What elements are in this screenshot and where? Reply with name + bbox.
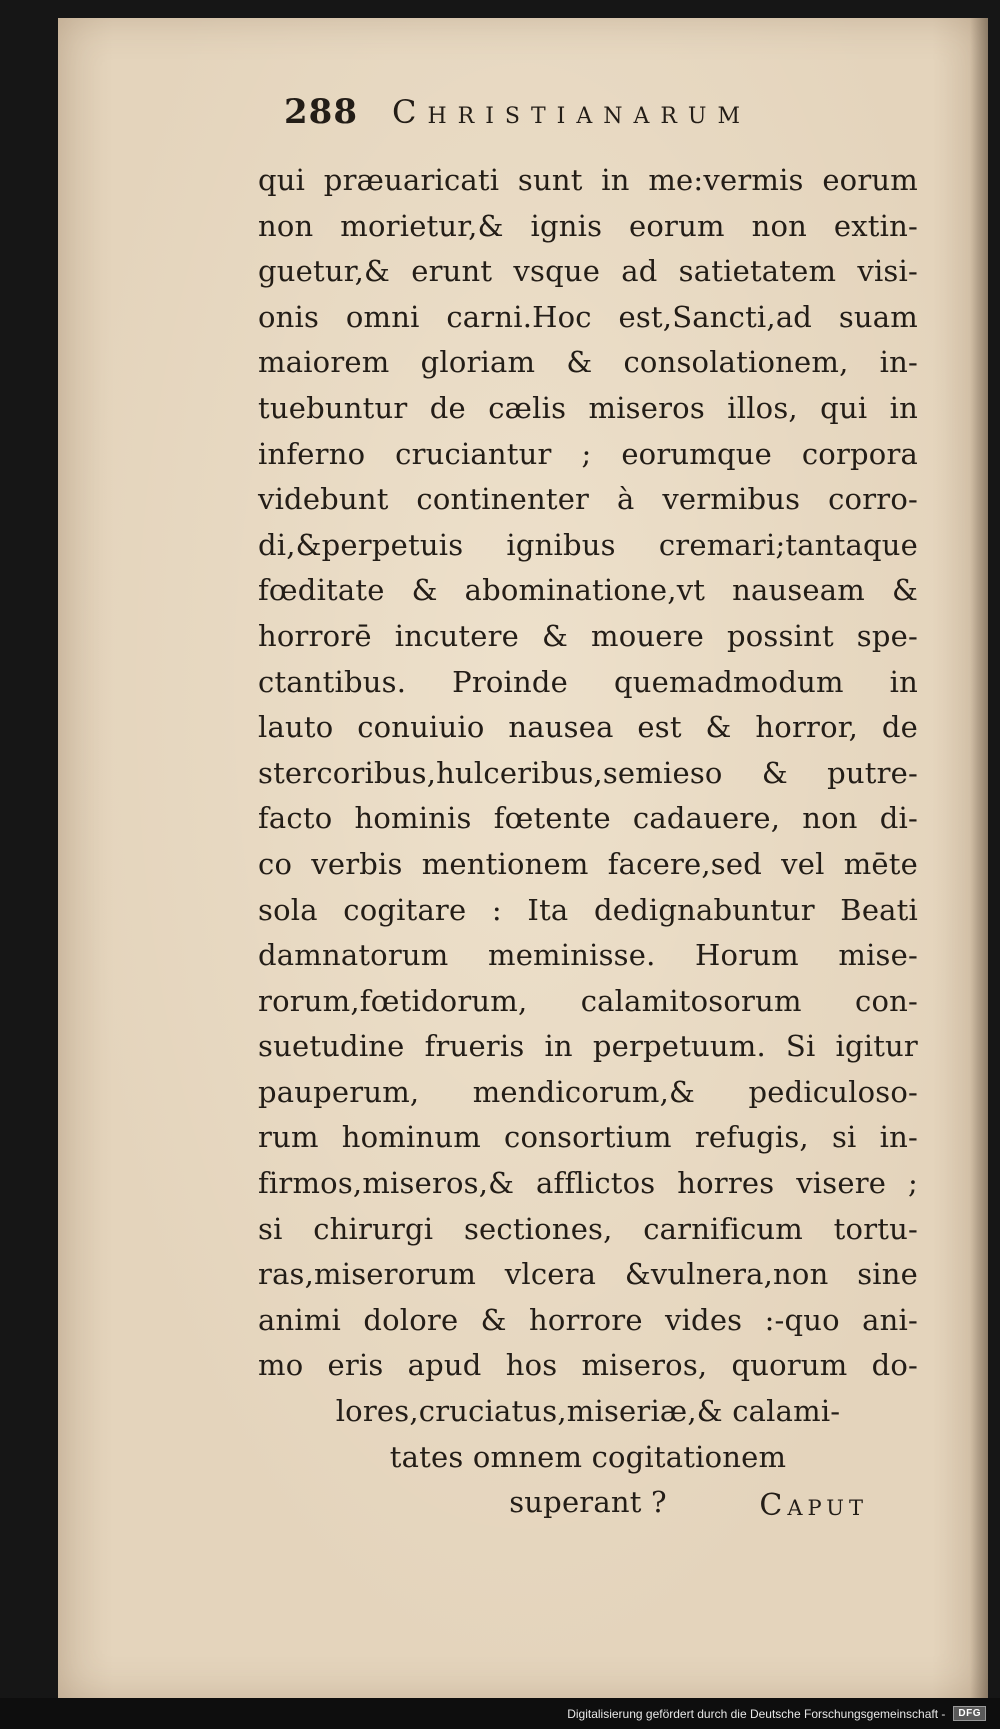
text-line: fœditate & abominatione,vt nauseam & <box>258 573 918 608</box>
text-line: suetudine frueris in perpetuum. Si igitur <box>258 1029 918 1064</box>
page-header <box>284 92 980 158</box>
text-line-centered: superant ? <box>509 1485 667 1520</box>
text-line: firmos,miseros,& afflictos horres visere ; <box>258 1166 918 1201</box>
running-head: Christianarum <box>391 93 752 131</box>
text-line: lauto conuiuio nausea est & horror, de <box>258 710 918 745</box>
funding-credit: Digitalisierung gefördert durch die Deutsche Forschungsgemeinschaft - <box>567 1706 946 1721</box>
text-line: animi dolore & horrore vides :-quo ani- <box>258 1302 918 1337</box>
text-line-centered: lores,cruciatus,miseriæ,& calami- <box>335 1394 841 1429</box>
catchword: Caput <box>759 1488 868 1523</box>
text-line: guetur,& erunt vsque ad satietatem visi- <box>258 254 918 289</box>
text-line: si chirurgi sectiones, carnificum tortu- <box>258 1211 918 1246</box>
text-line: rorum,fœtidorum, calamitosorum con- <box>258 983 918 1018</box>
text-line-centered: tates omnem cogitationem <box>389 1439 787 1474</box>
text-line: sola cogitare : Ita dedignabuntur Beati <box>258 892 918 927</box>
text-line: non morietur,& ignis eorum non extin- <box>258 208 918 243</box>
text-line: di,&perpetuis ignibus cremari;tantaque <box>258 527 918 562</box>
text-line: stercoribus,hulceribus,semieso & putre- <box>258 755 918 790</box>
text-line: co verbis mentionem facere,sed vel mēte <box>258 846 918 881</box>
text-line: inferno cruciantur ; eorumque corpora <box>258 436 918 471</box>
text-line: tuebuntur de cælis miseros illos, qui in <box>258 390 918 425</box>
text-line: ctantibus. Proinde quemadmodum in <box>258 664 918 699</box>
text-line: ras,miserorum vlcera &vulnera,non sine <box>258 1257 918 1292</box>
text-line: onis omni carni.Hoc est,Sancti,ad suam <box>258 299 918 334</box>
text-line: damnatorum meminisse. Horum mise- <box>258 938 918 973</box>
text-line: videbunt continenter à vermibus corro- <box>258 482 918 517</box>
page-number: 288 <box>284 92 358 132</box>
body-text <box>258 158 980 1526</box>
book-page <box>58 18 988 1698</box>
dfg-logo-icon: DFG <box>953 1706 986 1721</box>
text-line: horrorē incutere & mouere possint spe- <box>258 618 918 653</box>
text-line: mo eris apud hos miseros, quorum do- <box>258 1348 918 1383</box>
text-line: pauperum, mendicorum,& pediculoso- <box>258 1074 918 1109</box>
text-line: facto hominis fœtente cadauere, non di- <box>258 801 918 836</box>
text-line: rum hominum consortium refugis, si in- <box>258 1120 918 1155</box>
text-block <box>258 92 980 1526</box>
footer-bar <box>0 1698 1000 1729</box>
text-line: maiorem gloriam & consolationem, in- <box>258 345 918 380</box>
text-line: qui præuaricati sunt in me:vermis eorum <box>258 163 918 197</box>
